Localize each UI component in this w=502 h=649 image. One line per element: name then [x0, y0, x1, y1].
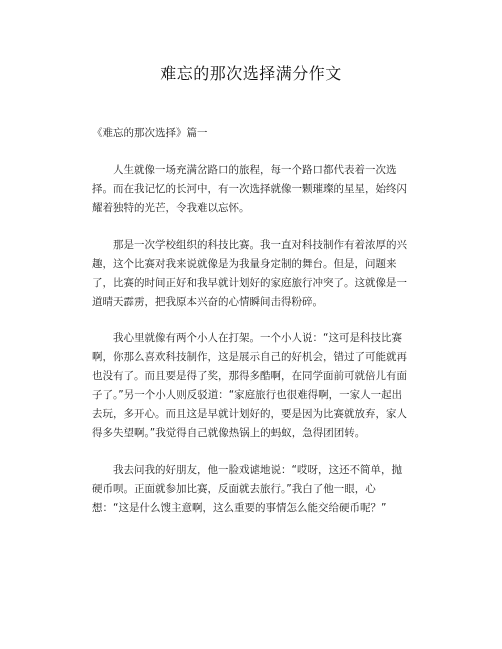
paragraph-2: 那是一次学校组织的科技比赛。我一直对科技制作有着浓厚的兴趣，这个比赛对我来说就像是为我量身定制的舞台。但是，问题来了，比赛的时间正好和我早就计划好的家庭旅行冲突了。这就像是一道晴天霹雳，把我原本兴奋的心情瞬间击得粉碎。 — [92, 239, 407, 308]
page-title: 难忘的那次选择满分作文 — [160, 64, 342, 83]
paragraph-3: 我心里就像有两个小人在打架。一个小人说：“这可是科技比赛啊，你那么喜欢科技制作，这是展示自己的好机会，错过了可能就再也没有了。而且要是得了奖，那得多酷啊，在同学面前可就倍儿有面子了。”另一个小人则反驳道：“家庭旅行也很难得啊，一家人一起出去玩，多开心。而且这是早就计划好的，要是因为比赛就放弃，家人得多失望啊。”我觉得自己就像热锅上的蚂蚁，急得团团转。 — [92, 332, 407, 439]
paragraph-4: 我去问我的好朋友，他一脸戏谑地说：“哎呀，这还不简单，抛硬币呗。正面就参加比赛，反面就去旅行。”我白了他一眼，心想：“这是什么馊主意啊，这么重要的事情怎么能交给硬币呢？” — [92, 464, 402, 514]
paragraph-1: 人生就像一场充满岔路口的旅程，每一个路口都代表着一次选择。而在我记忆的长河中，有一次选择就像一颗璀璨的星星，始终闪耀着独特的光芒，令我难以忘怀。 — [92, 164, 407, 214]
section-heading: 《难忘的那次选择》篇一 — [92, 127, 208, 139]
